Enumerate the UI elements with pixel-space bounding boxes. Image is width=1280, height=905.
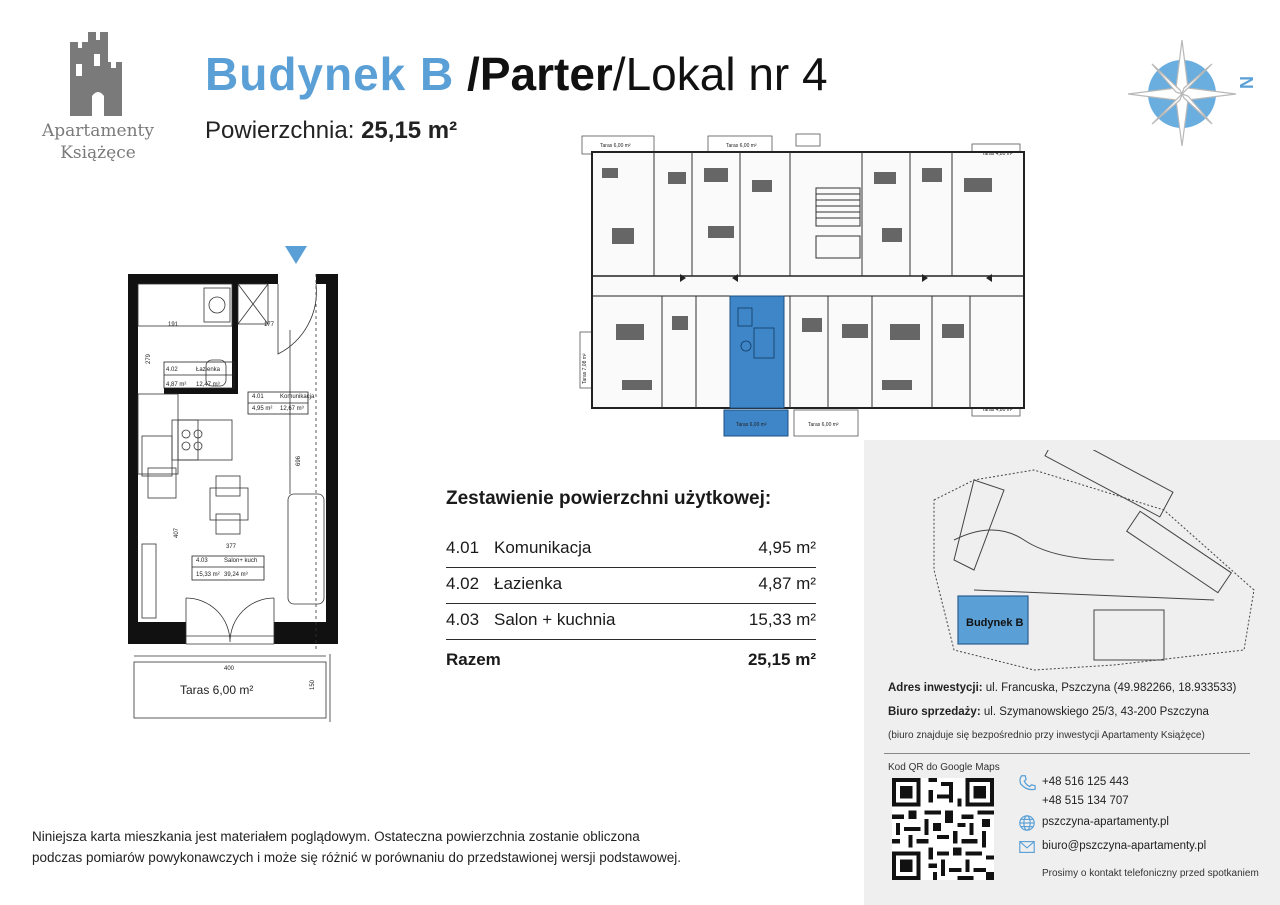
dim-377: 377 (226, 544, 237, 550)
dim-696: 696 (296, 455, 302, 466)
room-area: 4,87 m² (758, 574, 816, 593)
castle-logo-icon (66, 28, 124, 116)
terrace-label: Taras 4,80 m² (982, 151, 1013, 157)
room-volume: 39,24 m³ (224, 572, 248, 578)
room-volume: 12,67 m³ (280, 406, 304, 412)
title-slash: / (454, 48, 480, 100)
site-map (914, 450, 1264, 680)
dim-400: 400 (224, 666, 235, 672)
email-link[interactable]: biuro@pszczyna-apartamenty.pl (1042, 840, 1207, 852)
room-no: 4.02 (166, 367, 178, 373)
room-area: 4,95 m² (758, 538, 816, 557)
info-panel (864, 440, 1280, 905)
table-row (446, 532, 816, 568)
title-slash: / (612, 48, 626, 100)
room-number: 4.03 (446, 610, 480, 629)
page-title (205, 46, 828, 102)
logo-line-1: Apartamenty (42, 121, 154, 141)
room-name: Salon+ kuch (224, 558, 258, 564)
phone-1[interactable]: +48 516 125 443 (1042, 776, 1129, 788)
terrace-label: Taras 7,08 m² (582, 353, 588, 384)
room-number: 4.01 (446, 538, 480, 557)
total-label: Razem (446, 650, 501, 669)
dim-279: 279 (146, 353, 152, 364)
address-label: Adres inwestycji: (888, 682, 983, 694)
area-label: Powierzchnia: (205, 117, 362, 144)
contact-note: Prosimy o kontakt telefoniczny przed spotkaniem (1042, 868, 1259, 879)
room-area: 4,87 m² (166, 382, 187, 388)
building-name: Budynek B (205, 48, 455, 100)
unit-floor-plan (128, 244, 348, 724)
total-value: 25,15 m² (747, 650, 816, 669)
disclaimer-line: Niniejsza karta mieszkania jest materiałem poglądowym. Ostateczna powierzchnia zostanie obliczona (32, 829, 640, 844)
total-row (446, 644, 816, 679)
room-area: 15,33 m² (748, 610, 816, 629)
qr-code-icon[interactable] (892, 778, 994, 880)
disclaimer (32, 826, 812, 868)
room-volume: 12,47 m³ (196, 382, 220, 388)
globe-icon (1018, 814, 1036, 832)
room-name: Komunikacja (494, 538, 592, 557)
table-row (446, 568, 816, 604)
phone-icon (1018, 774, 1036, 792)
terrace-label: Taras 6,00 m² (726, 143, 757, 149)
dim-177: 177 (264, 322, 275, 328)
dim-150: 150 (310, 679, 316, 690)
terrace-label: Taras 6,00 m² (808, 422, 839, 428)
qr-label: Kod QR do Google Maps (888, 762, 1000, 773)
site-building-label: Budynek B (966, 617, 1024, 629)
room-name: Salon + kuchnia (494, 610, 616, 629)
office-value: ul. Szymanowskiego 25/3, 43-200 Pszczyna (980, 706, 1209, 718)
sales-office (888, 706, 1209, 718)
office-note: (biuro znajduje się bezpośrednio przy inwestycji Apartamenty Książęce) (888, 730, 1205, 741)
compass-rose-icon (1128, 36, 1264, 146)
north-label: N (1236, 76, 1256, 89)
unit-terrace-label: Taras 6,00 m² (180, 683, 254, 697)
unit-area (205, 117, 457, 145)
floor-name: Parter (479, 48, 613, 100)
address (888, 682, 1236, 694)
summary-table (446, 532, 816, 679)
logo-text (18, 120, 178, 164)
room-name: Łazienka (494, 574, 563, 593)
phone-2[interactable]: +48 515 134 707 (1042, 795, 1129, 807)
room-area: 4,95 m² (252, 406, 273, 412)
room-name: Komunikacja (280, 394, 315, 400)
website-link[interactable]: pszczyna-apartamenty.pl (1042, 816, 1169, 828)
divider (884, 753, 1250, 754)
room-name: Łazienka (196, 367, 221, 373)
area-value: 25,15 m² (361, 117, 458, 144)
room-no: 4.03 (196, 558, 208, 564)
summary-title: Zestawienie powierzchni użytkowej: (446, 488, 772, 509)
building-floor-plan (572, 128, 1032, 440)
table-row (446, 604, 816, 640)
unit-name: Lokal nr 4 (625, 48, 828, 100)
room-no: 4.01 (252, 394, 264, 400)
office-label: Biuro sprzedaży: (888, 706, 981, 718)
email-icon (1018, 838, 1036, 856)
room-number: 4.02 (446, 574, 480, 593)
dim-407: 407 (174, 527, 180, 538)
room-area: 15,33 m² (196, 572, 220, 578)
disclaimer-line: podczas pomiarów powykonawczych i może się różnić w porównaniu do przedstawionej wersji podstawowej. (32, 850, 682, 865)
terrace-label: Taras 6,00 m² (600, 143, 631, 149)
logo-line-2: Książęce (60, 143, 136, 163)
terrace-label: Taras 6,00 m² (736, 422, 767, 428)
terrace-label: Taras 4,80 m² (982, 407, 1013, 413)
address-value: ul. Francuska, Pszczyna (49.982266, 18.933533) (982, 682, 1237, 694)
dim-191: 191 (168, 322, 179, 328)
